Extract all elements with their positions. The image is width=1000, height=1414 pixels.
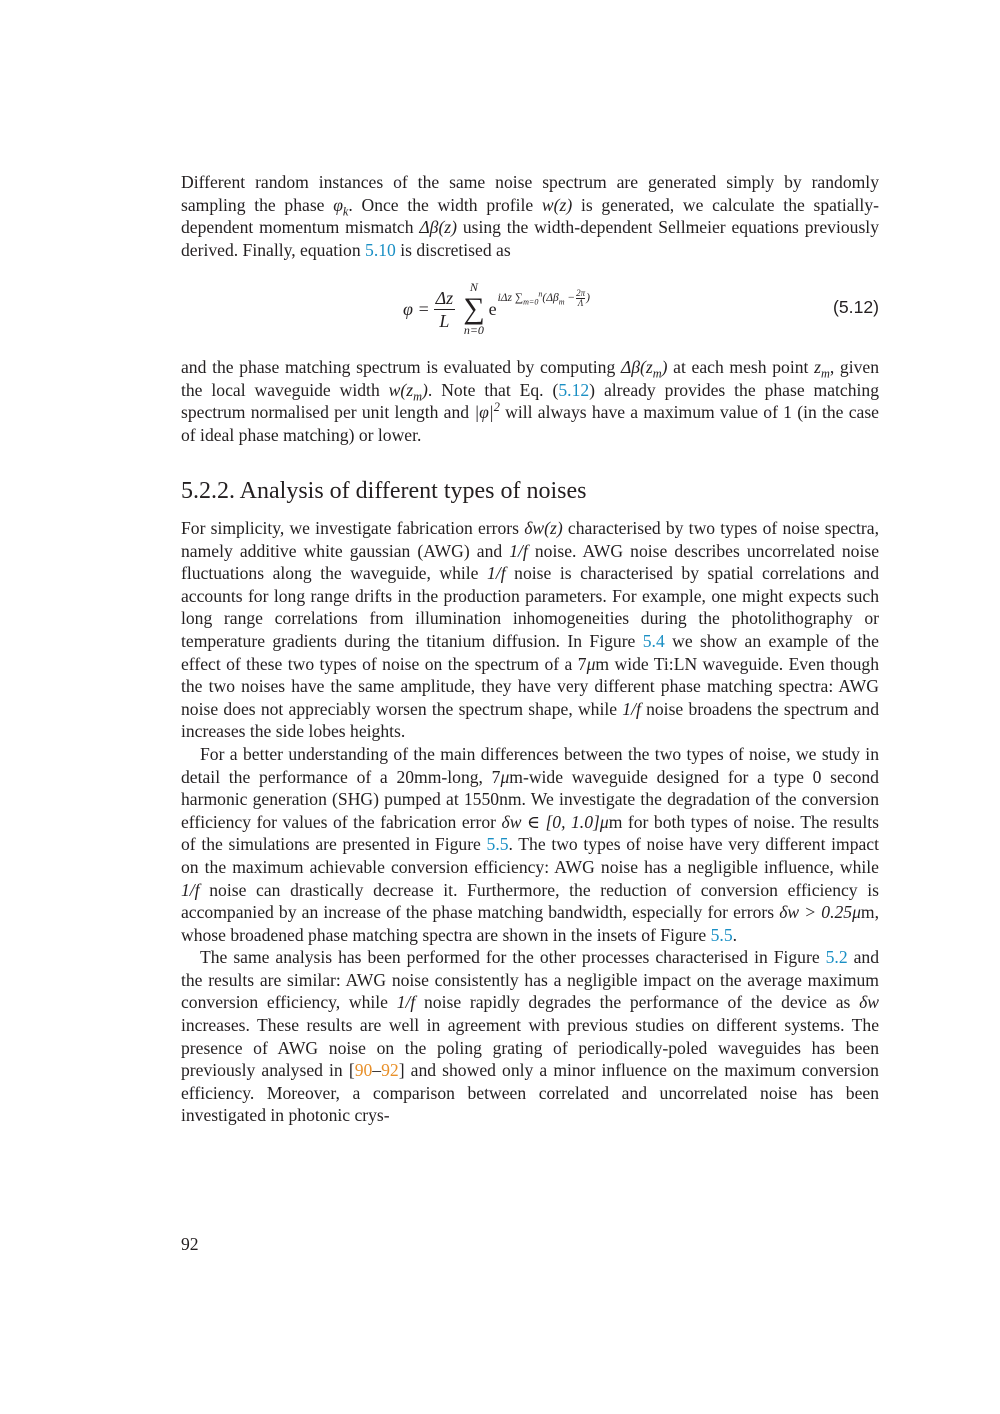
text-run: m-wide waveguide designed for a type 0 second harmonic generation (SHG) pumped at 1550nm. We investigate the degradation of the conversion efficiency for values of the fabrication error <box>181 766 879 832</box>
math-one-over-f: 1/f <box>487 563 506 584</box>
exponent-fraction: $\frac{2\pi}{\Lambda}$ <box>576 287 586 308</box>
text-run: we show an example of the effect of these two types of noise on the spectrum of a 7 <box>181 630 879 674</box>
math-delta-w-z: δw(z) <box>524 518 563 538</box>
text-run: . Once the width profile <box>348 194 542 215</box>
figure-ref-link[interactable]: 5.5 <box>710 924 733 945</box>
text-run: For a better understanding of the main differences between the two types of noise, we study in detail the performance of a 20mm-long, 7 <box>181 743 879 787</box>
text-run: at each mesh point <box>667 357 815 377</box>
math-zm: $z_m$ <box>814 357 830 381</box>
text-run: . <box>732 924 738 945</box>
text-run: Different random instances of the same noise spectrum are generated simply by randomly sampling the phase <box>181 172 879 215</box>
text-run: – <box>372 1060 382 1081</box>
figure-ref-link[interactable]: 5.4 <box>642 630 665 651</box>
display-equation <box>181 278 879 340</box>
section-body <box>181 517 879 1127</box>
page-number: 92 <box>181 1234 199 1254</box>
paragraph-3 <box>181 946 879 1127</box>
math-delta-w-threshold: δw > 0.25 <box>779 902 853 923</box>
equation-fraction <box>434 287 456 332</box>
exponent: iΔz $\sum_{m=0}^n(\Delta\beta_m$ − $\frac{2\pi}{\Lambda}$ ) <box>497 287 590 308</box>
text-run: and the results are similar: AWG noise consistently has a negligible impact on the average maximum conversion efficiency, while <box>181 947 879 1013</box>
math-delta-w-range: δw ∈ [0, 1.0] <box>501 811 600 832</box>
intro-paragraph <box>181 171 879 261</box>
equation-lhs: φ = <box>403 298 430 319</box>
sum-symbol: ∑ <box>463 292 485 325</box>
text-run: ] and showed only a minor influence on the maximum conversion efficiency. Moreover, a comparison between correlated and uncorrelated noise has been investigated in photonic crys- <box>181 1060 879 1126</box>
math-delta-w: δw <box>859 992 879 1013</box>
text-run: , given the local waveguide width <box>181 357 879 400</box>
figure-ref-link[interactable]: 5.2 <box>825 947 848 968</box>
text-run: will always have a maximum value of 1 (in the case of ideal phase matching) or lower. <box>181 402 879 445</box>
after-equation-paragraph <box>181 356 879 446</box>
text-run: m, whose broadened phase matching spectra are shown in the insets of Figure <box>181 902 879 945</box>
math-mu: μ <box>852 902 861 923</box>
text-run: . Note that Eq. ( <box>427 379 559 400</box>
paragraph-1 <box>181 517 879 743</box>
text-run: is generated, we calculate the spatially-dependent momentum mismatch <box>181 194 879 238</box>
exp-base: e <box>488 298 497 319</box>
math-one-over-f: 1/f <box>181 879 200 900</box>
equation-ref-link[interactable]: 5.12 <box>558 379 590 400</box>
math-one-over-f: 1/f <box>622 698 641 719</box>
math-abs-phi-squared: $|\varphi|^2$ <box>474 400 500 423</box>
fraction-denominator: L <box>439 310 450 331</box>
figure-ref-link[interactable]: 5.5 <box>486 834 509 855</box>
section-heading: 5.2.2. Analysis of different types of noises <box>181 478 587 504</box>
text-run: noise. AWG noise describes uncorrelated noise fluctuations along the waveguide, while <box>181 540 879 584</box>
text-run: increases. These results are well in agreement with previous studies on different systems. The presence of AWG noise on the poling grating of periodically-poled waveguides has been previously analysed in [ <box>181 1015 879 1081</box>
math-delta-beta-zm: $\Delta\beta(z_m)$ <box>620 357 668 381</box>
math-phi-k: $\varphi_k$ <box>333 194 349 219</box>
text-run: m for both types of noise. The results of the simulations are presented in Figure <box>181 811 879 855</box>
text-run: ) already provides the phase matching spectrum normalised per unit length and <box>181 379 880 423</box>
text-run: noise is characterised by spatial correlations and accounts for long range drifts in the production parameters. For example, one might expects such long range correlations from illumination inhomogeneities during the photolithography or temperature gradients during the titanium diffusion. In Figure <box>181 563 879 651</box>
text-run: noise broadens the spectrum and increases the side lobes heights. <box>181 698 880 742</box>
text-run: noise rapidly degrades the performance of the device as <box>415 992 860 1013</box>
math-mu: μ <box>586 653 596 674</box>
equation-ref-link[interactable]: 5.10 <box>365 239 396 260</box>
math-w-zm: $w(z_m)$ <box>388 379 428 404</box>
text-run: m wide Ti:LN waveguide. Even though the two noises have the same amplitude, they have very different phase matching spectra: AWG noise does not appreciably worsen the spectrum shape, while <box>181 653 879 719</box>
text-run: using the width-dependent Sellmeier equations previously derived. Finally, equation <box>181 217 879 260</box>
citation-link[interactable]: 90 <box>354 1060 373 1081</box>
summation <box>463 281 484 337</box>
math-mu: μ <box>500 766 510 787</box>
math-one-over-f: 1/f <box>509 540 528 561</box>
text-run: The same analysis has been performed for the other processes characterised in Figure <box>200 947 826 968</box>
paragraph-2 <box>181 743 879 946</box>
math-mu: μ <box>599 811 609 832</box>
equation-number: (5.12) <box>833 297 879 317</box>
text-run: is discretised as <box>395 239 511 260</box>
equation-body <box>403 278 590 340</box>
math-w-z: w(z) <box>541 194 573 215</box>
text-run: . The two types of noise have very different impact on the maximum achievable conversion efficiency: AWG noise has a negligible influence, while <box>181 834 880 877</box>
citation-link[interactable]: 92 <box>381 1060 399 1081</box>
text-run: noise can drastically decrease it. Furthermore, the reduction of conversion efficiency is accompanied by an increase of the phase matching bandwidth, especially for errors <box>181 879 879 923</box>
math-one-over-f: 1/f <box>396 992 416 1013</box>
text-run: characterised by two types of noise spectra, namely additive white gaussian (AWG) and <box>181 518 879 561</box>
text-run: and the phase matching spectrum is evaluated by computing <box>181 357 621 377</box>
text-run: For simplicity, we investigate fabrication errors <box>181 518 525 538</box>
sum-lower-limit: n=0 <box>463 323 484 337</box>
fraction-numerator: Δz <box>435 287 454 308</box>
math-delta-beta-z: Δβ(z) <box>419 217 458 238</box>
sum-upper-limit: N <box>469 280 478 294</box>
